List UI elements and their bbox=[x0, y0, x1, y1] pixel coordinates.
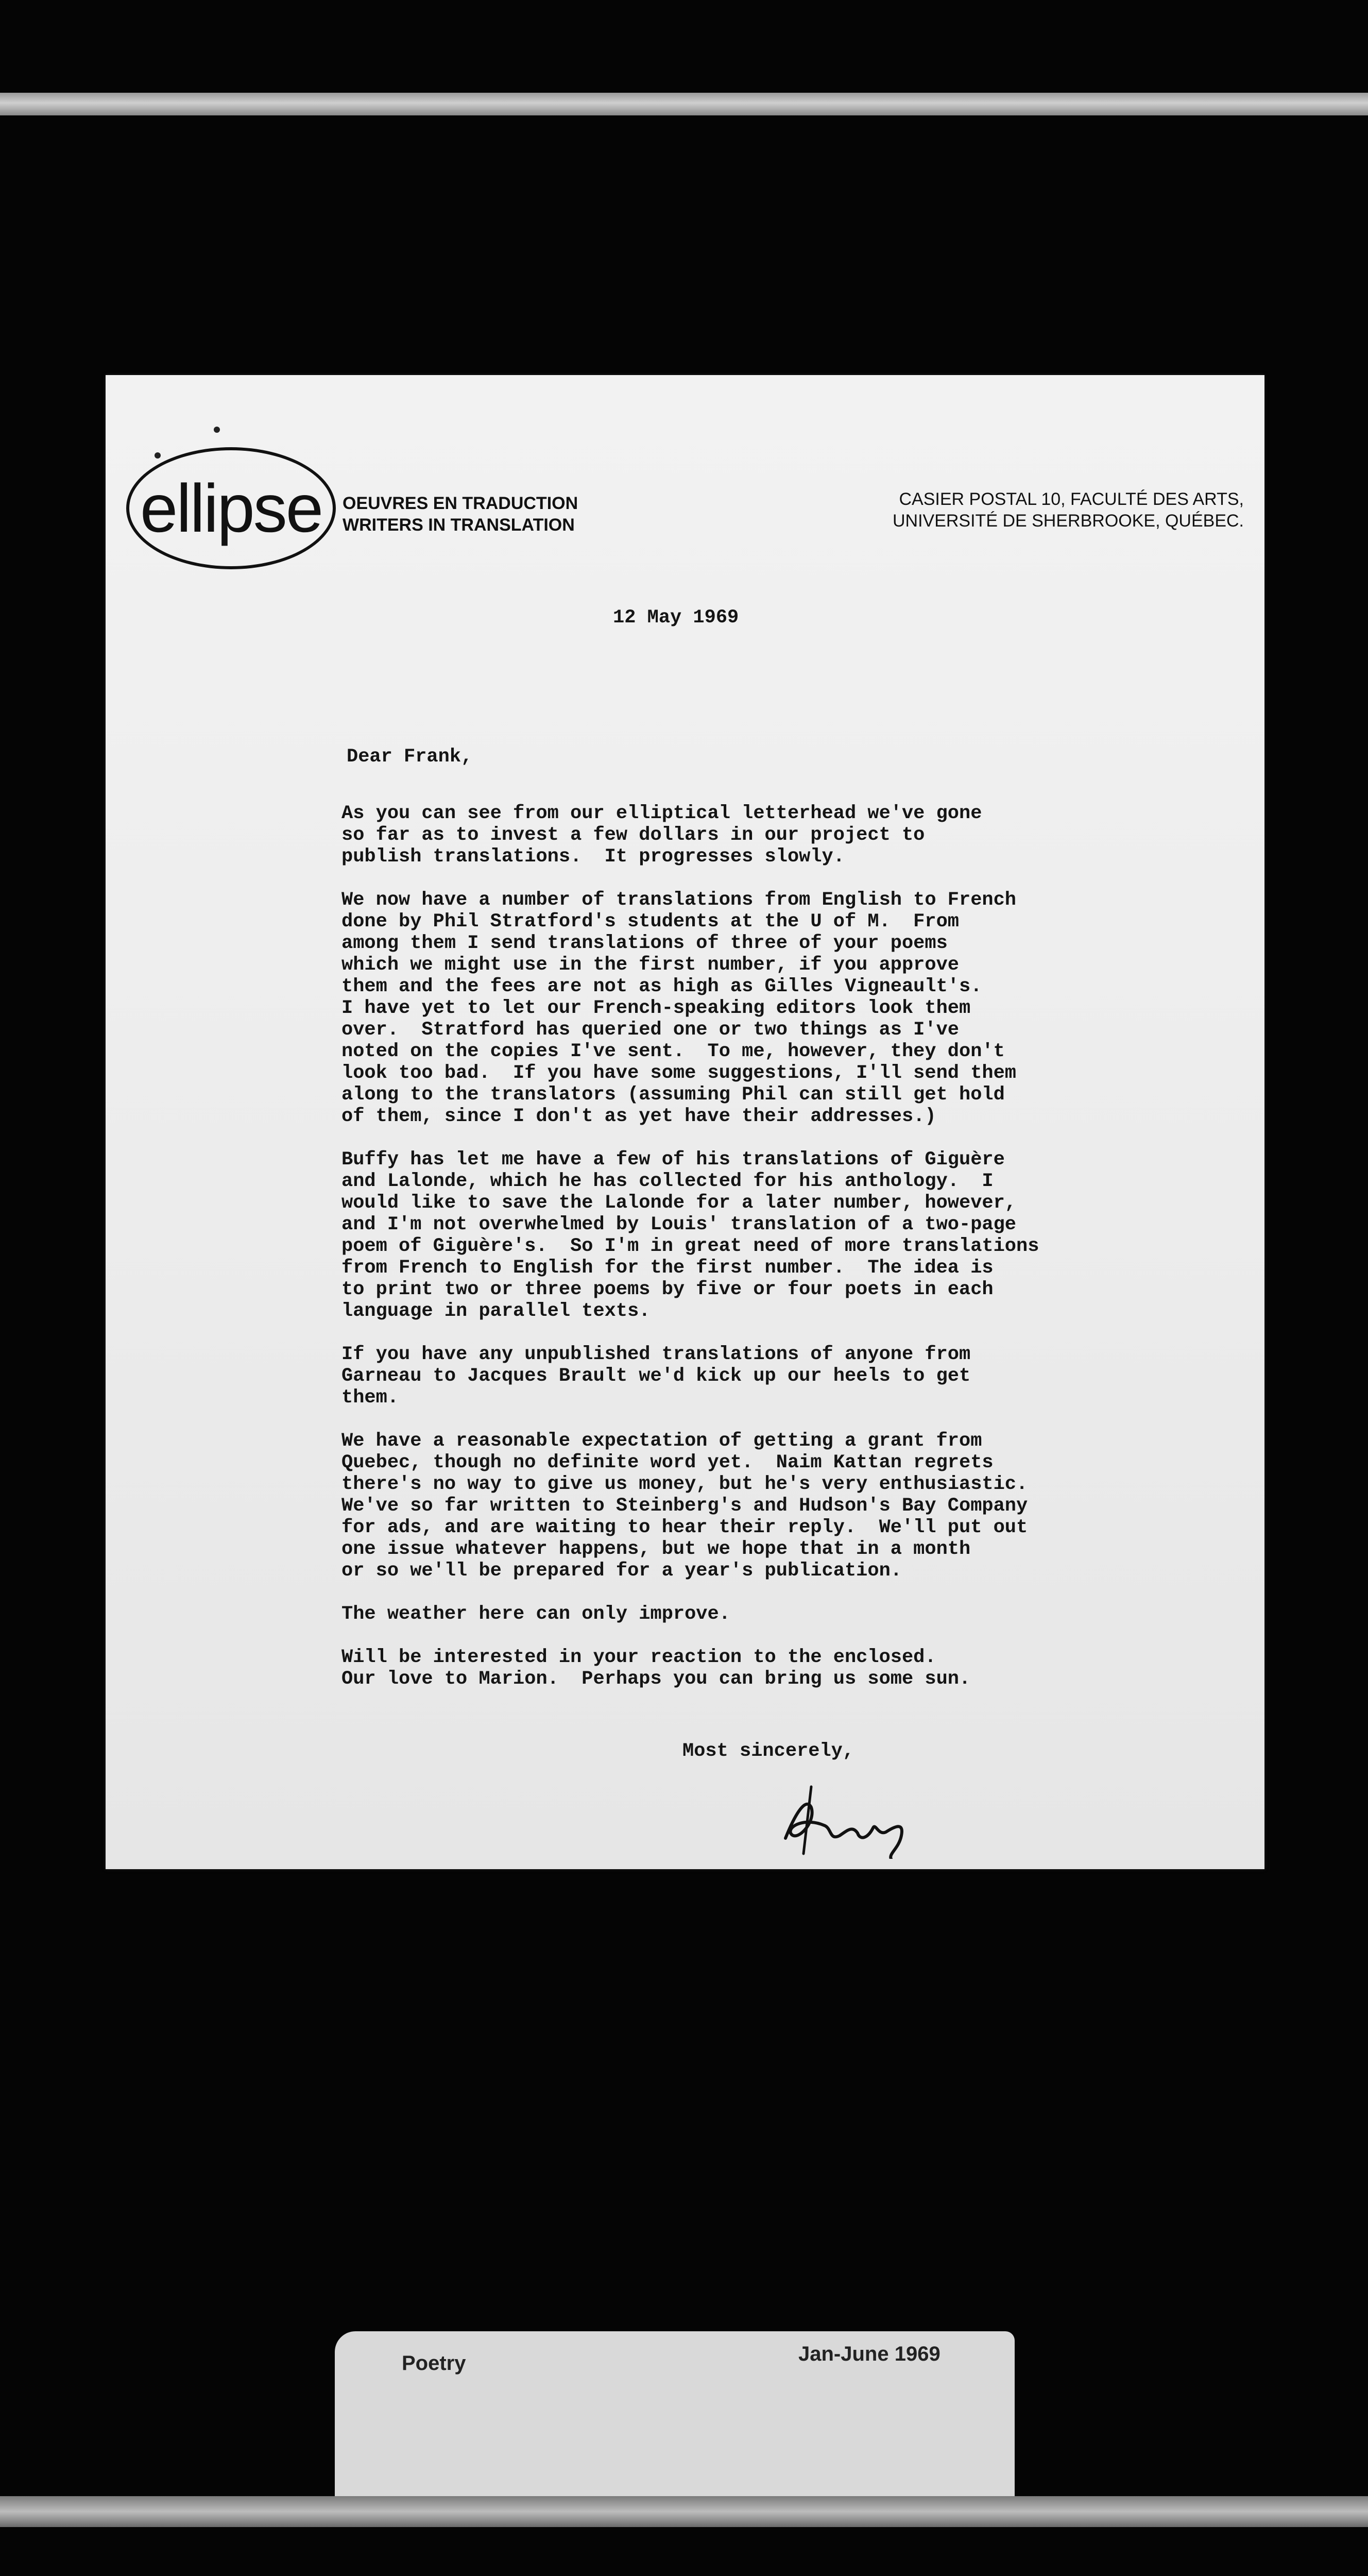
text-line: from French to English for the first number. The idea is bbox=[341, 1257, 994, 1279]
film-edge-top bbox=[0, 93, 1368, 115]
text-line: would like to save the Lalonde for a later number, however, bbox=[341, 1192, 1017, 1214]
text-line: look too bad. If you have some suggestions, I'll send them bbox=[341, 1062, 1017, 1084]
text-line: We've so far written to Steinberg's and Hudson's Bay Company bbox=[341, 1495, 1028, 1517]
logo-text: ellipse bbox=[140, 470, 322, 546]
text-line: Will be interested in your reaction to the enclosed. bbox=[341, 1647, 936, 1668]
folder-subject: Poetry bbox=[402, 2352, 466, 2375]
text-line: so far as to invest a few dollars in our project to bbox=[341, 824, 925, 846]
tagline-line: OEUVRES EN TRADUCTION bbox=[343, 494, 578, 513]
letterhead-tagline bbox=[343, 493, 578, 536]
text-line: them. bbox=[341, 1387, 399, 1409]
text-line: or so we'll be prepared for a year's publication. bbox=[341, 1560, 902, 1582]
margin-mark bbox=[214, 427, 220, 433]
handwritten-signature bbox=[775, 1776, 925, 1859]
letter-page bbox=[106, 375, 1264, 1869]
paragraph bbox=[341, 1149, 1217, 1322]
paragraph bbox=[341, 1647, 1217, 1690]
address-line: UNIVERSITÉ DE SHERBROOKE, QUÉBEC. bbox=[892, 511, 1244, 531]
paragraph bbox=[341, 1603, 1217, 1625]
text-line: As you can see from our elliptical letterhead we've gone bbox=[341, 803, 982, 824]
text-line: over. Stratford has queried one or two things as I've bbox=[341, 1019, 959, 1041]
tagline-line: WRITERS IN TRANSLATION bbox=[343, 515, 575, 535]
letterhead-address bbox=[893, 488, 1244, 532]
text-line: done by Phil Stratford's students at the U of M. From bbox=[341, 911, 959, 933]
closing: Most sincerely, bbox=[682, 1740, 854, 1762]
text-line: We now have a number of translations from English to French bbox=[341, 889, 1017, 911]
text-line: I have yet to let our French-speaking editors look them bbox=[341, 997, 971, 1019]
text-line: publish translations. It progresses slowly. bbox=[341, 846, 845, 868]
letter-date: 12 May 1969 bbox=[613, 607, 739, 629]
paragraph bbox=[341, 889, 1217, 1127]
text-line: If you have any unpublished translations of anyone from bbox=[341, 1344, 971, 1365]
address-line: CASIER POSTAL 10, FACULTÉ DES ARTS, bbox=[899, 489, 1244, 509]
folder-tab bbox=[335, 2331, 1015, 2506]
paragraph bbox=[341, 803, 1217, 868]
text-line: and Lalonde, which he has collected for his anthology. I bbox=[341, 1171, 994, 1192]
text-line: there's no way to give us money, but he's very enthusiastic. bbox=[341, 1473, 1028, 1495]
text-line: them and the fees are not as high as Gilles Vigneault's. bbox=[341, 976, 982, 997]
text-line: Our love to Marion. Perhaps you can bring us some sun. bbox=[341, 1668, 971, 1690]
text-line: to print two or three poems by five or four poets in each bbox=[341, 1279, 994, 1300]
text-line: along to the translators (assuming Phil can still get hold bbox=[341, 1084, 1005, 1106]
text-line: one issue whatever happens, but we hope that in a month bbox=[341, 1538, 971, 1560]
text-line: for ads, and are waiting to hear their reply. We'll put out bbox=[341, 1517, 1028, 1538]
letter-body bbox=[341, 803, 1217, 1711]
ellipse-logo bbox=[126, 447, 336, 569]
text-line: which we might use in the first number, if you approve bbox=[341, 954, 959, 976]
text-line: The weather here can only improve. bbox=[341, 1603, 730, 1625]
margin-mark bbox=[155, 452, 161, 459]
text-line: Quebec, though no definite word yet. Naim Kattan regrets bbox=[341, 1452, 994, 1473]
text-line: among them I send translations of three of your poems bbox=[341, 933, 948, 954]
text-line: and I'm not overwhelmed by Louis' translation of a two-page bbox=[341, 1214, 1017, 1235]
text-line: noted on the copies I've sent. To me, however, they don't bbox=[341, 1041, 1005, 1062]
paragraph bbox=[341, 1430, 1217, 1582]
text-line: Garneau to Jacques Brault we'd kick up our heels to get bbox=[341, 1365, 971, 1387]
text-line: Buffy has let me have a few of his translations of Giguère bbox=[341, 1149, 1005, 1171]
text-line: poem of Giguère's. So I'm in great need of more translations bbox=[341, 1235, 1039, 1257]
film-edge-bottom bbox=[0, 2496, 1368, 2527]
text-line: language in parallel texts. bbox=[341, 1300, 651, 1322]
salutation: Dear Frank, bbox=[347, 746, 473, 768]
paragraph bbox=[341, 1344, 1217, 1409]
text-line: We have a reasonable expectation of getting a grant from bbox=[341, 1430, 982, 1452]
text-line: of them, since I don't as yet have their addresses.) bbox=[341, 1106, 936, 1127]
folder-date-range: Jan-June 1969 bbox=[798, 2343, 940, 2365]
